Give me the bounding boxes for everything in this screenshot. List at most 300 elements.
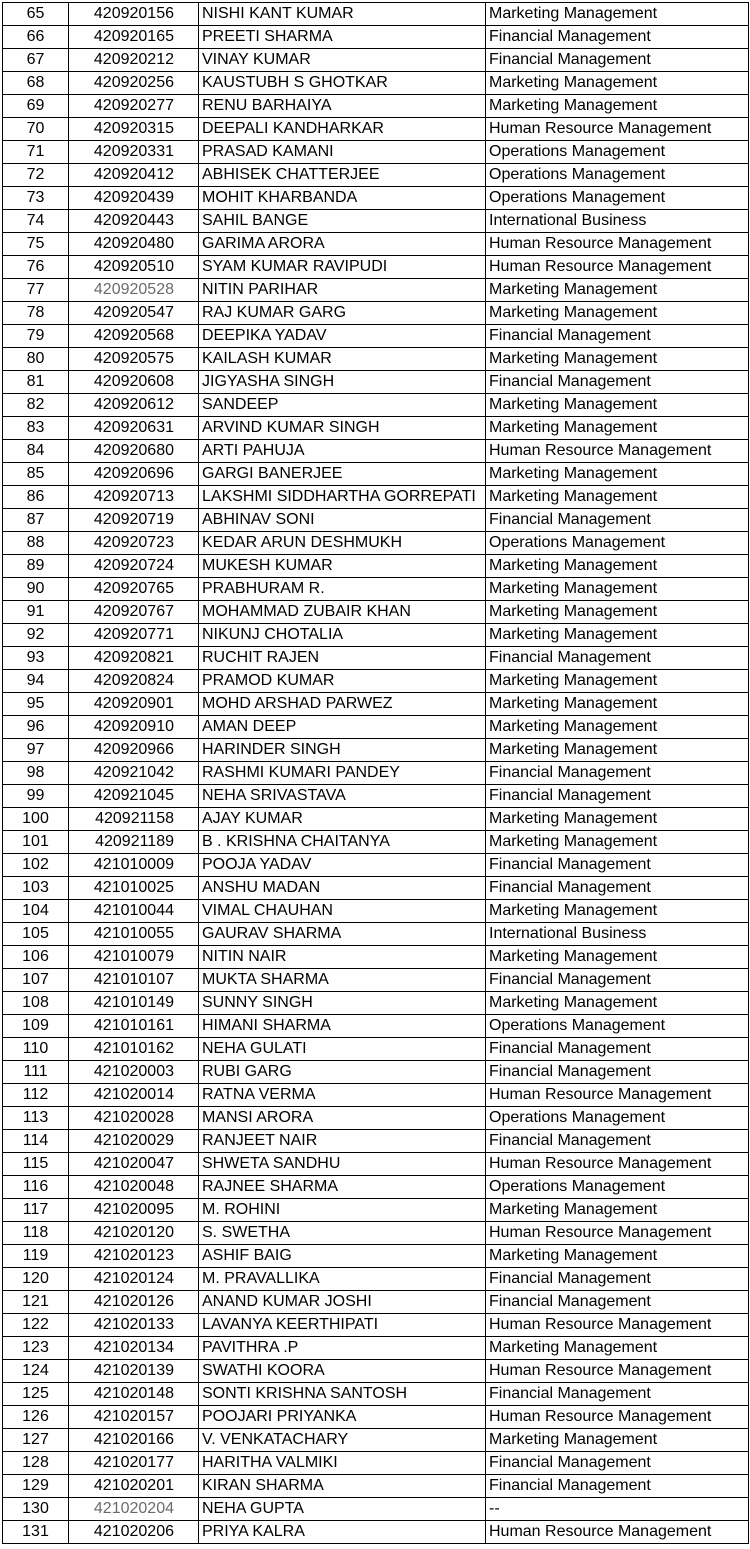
roll-number-cell: 420920331 xyxy=(69,141,199,164)
specialization-cell: Operations Management xyxy=(486,141,749,164)
specialization-cell: Marketing Management xyxy=(486,1429,749,1452)
student-name-cell: M. ROHINI xyxy=(199,1199,486,1222)
table-row xyxy=(3,325,749,348)
student-name-cell: RUBI GARG xyxy=(199,1061,486,1084)
specialization-cell: Financial Management xyxy=(486,509,749,532)
student-name-cell: VIMAL CHAUHAN xyxy=(199,900,486,923)
table-row xyxy=(3,854,749,877)
table-row xyxy=(3,1245,749,1268)
student-name-cell: KIRAN SHARMA xyxy=(199,1475,486,1498)
student-name-cell: AJAY KUMAR xyxy=(199,808,486,831)
specialization-cell: Marketing Management xyxy=(486,1245,749,1268)
table-row xyxy=(3,1038,749,1061)
specialization-cell: Marketing Management xyxy=(486,417,749,440)
student-name-cell: PAVITHRA .P xyxy=(199,1337,486,1360)
table-row xyxy=(3,1015,749,1038)
table-row xyxy=(3,532,749,555)
roll-number-cell: 420921158 xyxy=(69,808,199,831)
student-name-cell: NEHA GULATI xyxy=(199,1038,486,1061)
student-name-cell: V. VENKATACHARY xyxy=(199,1429,486,1452)
specialization-cell: Marketing Management xyxy=(486,348,749,371)
serial-number-cell: 89 xyxy=(3,555,69,578)
specialization-cell: Marketing Management xyxy=(486,95,749,118)
roll-number-cell: 420920631 xyxy=(69,417,199,440)
roll-number-cell: 421020157 xyxy=(69,1406,199,1429)
serial-number-cell: 113 xyxy=(3,1107,69,1130)
serial-number-cell: 112 xyxy=(3,1084,69,1107)
roll-number-cell: 421020133 xyxy=(69,1314,199,1337)
serial-number-cell: 73 xyxy=(3,187,69,210)
roll-number-cell: 420920767 xyxy=(69,601,199,624)
serial-number-cell: 130 xyxy=(3,1498,69,1521)
roll-number-cell: 421020014 xyxy=(69,1084,199,1107)
specialization-cell: Marketing Management xyxy=(486,394,749,417)
serial-number-cell: 115 xyxy=(3,1153,69,1176)
student-name-cell: ABHISEK CHATTERJEE xyxy=(199,164,486,187)
student-name-cell: KEDAR ARUN DESHMUKH xyxy=(199,532,486,555)
student-name-cell: GARIMA ARORA xyxy=(199,233,486,256)
roll-number-cell: 420920765 xyxy=(69,578,199,601)
student-name-cell: DEEPIKA YADAV xyxy=(199,325,486,348)
specialization-cell: Marketing Management xyxy=(486,601,749,624)
table-row xyxy=(3,1452,749,1475)
specialization-cell: Human Resource Management xyxy=(486,1084,749,1107)
table-row xyxy=(3,463,749,486)
specialization-cell: Financial Management xyxy=(486,1475,749,1498)
student-name-cell: RAJNEE SHARMA xyxy=(199,1176,486,1199)
serial-number-cell: 79 xyxy=(3,325,69,348)
specialization-cell: -- xyxy=(486,1498,749,1521)
roll-number-cell: 420920443 xyxy=(69,210,199,233)
specialization-cell: Financial Management xyxy=(486,325,749,348)
student-name-cell: DEEPALI KANDHARKAR xyxy=(199,118,486,141)
serial-number-cell: 131 xyxy=(3,1521,69,1544)
table-row xyxy=(3,302,749,325)
specialization-cell: Financial Management xyxy=(486,854,749,877)
specialization-cell: Financial Management xyxy=(486,762,749,785)
serial-number-cell: 94 xyxy=(3,670,69,693)
student-name-cell: SYAM KUMAR RAVIPUDI xyxy=(199,256,486,279)
serial-number-cell: 103 xyxy=(3,877,69,900)
table-row xyxy=(3,95,749,118)
roll-number-cell: 420920713 xyxy=(69,486,199,509)
student-name-cell: SONTI KRISHNA SANTOSH xyxy=(199,1383,486,1406)
student-name-cell: ABHINAV SONI xyxy=(199,509,486,532)
serial-number-cell: 92 xyxy=(3,624,69,647)
roll-number-cell: 421010079 xyxy=(69,946,199,969)
roll-number-cell: 421020166 xyxy=(69,1429,199,1452)
roll-number-cell: 420920821 xyxy=(69,647,199,670)
serial-number-cell: 127 xyxy=(3,1429,69,1452)
serial-number-cell: 123 xyxy=(3,1337,69,1360)
specialization-cell: Human Resource Management xyxy=(486,1153,749,1176)
roll-number-cell: 421010149 xyxy=(69,992,199,1015)
table-row xyxy=(3,509,749,532)
table-row xyxy=(3,187,749,210)
specialization-cell: Human Resource Management xyxy=(486,1360,749,1383)
roll-number-cell: 420920528 xyxy=(69,279,199,302)
table-row xyxy=(3,1291,749,1314)
specialization-cell: Human Resource Management xyxy=(486,1222,749,1245)
roll-number-cell: 420921189 xyxy=(69,831,199,854)
serial-number-cell: 126 xyxy=(3,1406,69,1429)
roll-number-cell: 420920608 xyxy=(69,371,199,394)
serial-number-cell: 93 xyxy=(3,647,69,670)
serial-number-cell: 65 xyxy=(3,3,69,26)
student-name-cell: NEHA GUPTA xyxy=(199,1498,486,1521)
roll-number-cell: 420920575 xyxy=(69,348,199,371)
student-name-cell: RANJEET NAIR xyxy=(199,1130,486,1153)
specialization-cell: Marketing Management xyxy=(486,624,749,647)
table-row xyxy=(3,210,749,233)
serial-number-cell: 128 xyxy=(3,1452,69,1475)
serial-number-cell: 114 xyxy=(3,1130,69,1153)
serial-number-cell: 110 xyxy=(3,1038,69,1061)
table-row xyxy=(3,831,749,854)
table-row xyxy=(3,1360,749,1383)
table-row xyxy=(3,486,749,509)
specialization-cell: International Business xyxy=(486,210,749,233)
table-row xyxy=(3,1222,749,1245)
serial-number-cell: 86 xyxy=(3,486,69,509)
serial-number-cell: 88 xyxy=(3,532,69,555)
table-row xyxy=(3,1084,749,1107)
serial-number-cell: 121 xyxy=(3,1291,69,1314)
specialization-cell: Operations Management xyxy=(486,164,749,187)
roll-number-cell: 420920547 xyxy=(69,302,199,325)
roll-number-cell: 420920156 xyxy=(69,3,199,26)
table-row xyxy=(3,394,749,417)
specialization-cell: Financial Management xyxy=(486,1452,749,1475)
specialization-cell: Marketing Management xyxy=(486,992,749,1015)
table-row xyxy=(3,1429,749,1452)
student-name-cell: PRIYA KALRA xyxy=(199,1521,486,1544)
serial-number-cell: 108 xyxy=(3,992,69,1015)
table-row xyxy=(3,26,749,49)
roll-number-cell: 421020204 xyxy=(69,1498,199,1521)
specialization-cell: Marketing Management xyxy=(486,739,749,762)
specialization-cell: Operations Management xyxy=(486,1015,749,1038)
specialization-cell: Marketing Management xyxy=(486,555,749,578)
student-name-cell: LAVANYA KEERTHIPATI xyxy=(199,1314,486,1337)
specialization-cell: Operations Management xyxy=(486,187,749,210)
table-row xyxy=(3,1475,749,1498)
table-row xyxy=(3,417,749,440)
student-name-cell: ARTI PAHUJA xyxy=(199,440,486,463)
student-name-cell: MOHAMMAD ZUBAIR KHAN xyxy=(199,601,486,624)
student-name-cell: NIKUNJ CHOTALIA xyxy=(199,624,486,647)
specialization-cell: Marketing Management xyxy=(486,1199,749,1222)
specialization-cell: Financial Management xyxy=(486,371,749,394)
roll-number-cell: 421020123 xyxy=(69,1245,199,1268)
student-name-cell: M. PRAVALLIKA xyxy=(199,1268,486,1291)
serial-number-cell: 77 xyxy=(3,279,69,302)
roll-number-cell: 421020028 xyxy=(69,1107,199,1130)
table-row xyxy=(3,1406,749,1429)
table-row xyxy=(3,1130,749,1153)
serial-number-cell: 116 xyxy=(3,1176,69,1199)
student-name-cell: VINAY KUMAR xyxy=(199,49,486,72)
student-name-cell: MOHD ARSHAD PARWEZ xyxy=(199,693,486,716)
table-row xyxy=(3,3,749,26)
student-name-cell: AMAN DEEP xyxy=(199,716,486,739)
specialization-cell: Financial Management xyxy=(486,877,749,900)
roll-number-cell: 420920315 xyxy=(69,118,199,141)
student-name-cell: NISHI KANT KUMAR xyxy=(199,3,486,26)
roll-number-cell: 421010107 xyxy=(69,969,199,992)
serial-number-cell: 98 xyxy=(3,762,69,785)
specialization-cell: Financial Management xyxy=(486,969,749,992)
table-row xyxy=(3,1337,749,1360)
table-row xyxy=(3,900,749,923)
table-row xyxy=(3,1107,749,1130)
specialization-cell: Human Resource Management xyxy=(486,440,749,463)
roll-number-cell: 420920824 xyxy=(69,670,199,693)
student-name-cell: MUKESH KUMAR xyxy=(199,555,486,578)
student-name-cell: RUCHIT RAJEN xyxy=(199,647,486,670)
serial-number-cell: 67 xyxy=(3,49,69,72)
table-row xyxy=(3,670,749,693)
roll-number-cell: 421020124 xyxy=(69,1268,199,1291)
roll-number-cell: 420920439 xyxy=(69,187,199,210)
roll-number-cell: 421020139 xyxy=(69,1360,199,1383)
specialization-cell: Human Resource Management xyxy=(486,1406,749,1429)
table-row xyxy=(3,164,749,187)
student-name-cell: RATNA VERMA xyxy=(199,1084,486,1107)
serial-number-cell: 87 xyxy=(3,509,69,532)
serial-number-cell: 83 xyxy=(3,417,69,440)
roll-number-cell: 420920696 xyxy=(69,463,199,486)
table-row xyxy=(3,141,749,164)
serial-number-cell: 76 xyxy=(3,256,69,279)
roll-number-cell: 421010009 xyxy=(69,854,199,877)
specialization-cell: Marketing Management xyxy=(486,279,749,302)
table-row xyxy=(3,923,749,946)
student-name-cell: POOJA YADAV xyxy=(199,854,486,877)
serial-number-cell: 75 xyxy=(3,233,69,256)
serial-number-cell: 119 xyxy=(3,1245,69,1268)
serial-number-cell: 105 xyxy=(3,923,69,946)
specialization-cell: Human Resource Management xyxy=(486,233,749,256)
student-name-cell: LAKSHMI SIDDHARTHA GORREPATI xyxy=(199,486,486,509)
table-row xyxy=(3,1498,749,1521)
specialization-cell: International Business xyxy=(486,923,749,946)
specialization-cell: Financial Management xyxy=(486,1130,749,1153)
roll-number-cell: 421020148 xyxy=(69,1383,199,1406)
student-name-cell: PREETI SHARMA xyxy=(199,26,486,49)
specialization-cell: Marketing Management xyxy=(486,808,749,831)
serial-number-cell: 74 xyxy=(3,210,69,233)
specialization-cell: Marketing Management xyxy=(486,302,749,325)
serial-number-cell: 85 xyxy=(3,463,69,486)
specialization-cell: Marketing Management xyxy=(486,3,749,26)
serial-number-cell: 106 xyxy=(3,946,69,969)
table-row xyxy=(3,440,749,463)
roll-number-cell: 421010162 xyxy=(69,1038,199,1061)
roll-number-cell: 420920165 xyxy=(69,26,199,49)
student-name-cell: RASHMI KUMARI PANDEY xyxy=(199,762,486,785)
serial-number-cell: 72 xyxy=(3,164,69,187)
serial-number-cell: 111 xyxy=(3,1061,69,1084)
specialization-cell: Marketing Management xyxy=(486,578,749,601)
student-name-cell: PRASAD KAMANI xyxy=(199,141,486,164)
student-name-cell: ANAND KUMAR JOSHI xyxy=(199,1291,486,1314)
table-body xyxy=(3,3,749,1544)
specialization-cell: Financial Management xyxy=(486,1061,749,1084)
roll-number-cell: 420921042 xyxy=(69,762,199,785)
serial-number-cell: 70 xyxy=(3,118,69,141)
roll-number-cell: 421020177 xyxy=(69,1452,199,1475)
roll-number-cell: 420920277 xyxy=(69,95,199,118)
table-row xyxy=(3,969,749,992)
specialization-cell: Financial Management xyxy=(486,1038,749,1061)
specialization-cell: Financial Management xyxy=(486,1268,749,1291)
specialization-cell: Marketing Management xyxy=(486,72,749,95)
roll-number-cell: 420920412 xyxy=(69,164,199,187)
roll-number-cell: 420920910 xyxy=(69,716,199,739)
specialization-cell: Human Resource Management xyxy=(486,256,749,279)
table-row xyxy=(3,578,749,601)
table-row xyxy=(3,1199,749,1222)
roll-number-cell: 420920480 xyxy=(69,233,199,256)
table-row xyxy=(3,256,749,279)
table-row xyxy=(3,233,749,256)
serial-number-cell: 96 xyxy=(3,716,69,739)
serial-number-cell: 80 xyxy=(3,348,69,371)
serial-number-cell: 68 xyxy=(3,72,69,95)
serial-number-cell: 100 xyxy=(3,808,69,831)
table-row xyxy=(3,1268,749,1291)
serial-number-cell: 101 xyxy=(3,831,69,854)
specialization-cell: Financial Management xyxy=(486,647,749,670)
student-name-cell: SHWETA SANDHU xyxy=(199,1153,486,1176)
serial-number-cell: 124 xyxy=(3,1360,69,1383)
table-row xyxy=(3,348,749,371)
specialization-cell: Marketing Management xyxy=(486,946,749,969)
specialization-cell: Financial Management xyxy=(486,26,749,49)
roll-number-cell: 420920771 xyxy=(69,624,199,647)
student-name-cell: RENU BARHAIYA xyxy=(199,95,486,118)
specialization-cell: Human Resource Management xyxy=(486,118,749,141)
specialization-cell: Marketing Management xyxy=(486,486,749,509)
student-name-cell: RAJ KUMAR GARG xyxy=(199,302,486,325)
roll-number-cell: 421020029 xyxy=(69,1130,199,1153)
roll-number-cell: 420920256 xyxy=(69,72,199,95)
serial-number-cell: 91 xyxy=(3,601,69,624)
student-name-cell: POOJARI PRIYANKA xyxy=(199,1406,486,1429)
roll-number-cell: 421020048 xyxy=(69,1176,199,1199)
serial-number-cell: 84 xyxy=(3,440,69,463)
student-name-cell: MANSI ARORA xyxy=(199,1107,486,1130)
serial-number-cell: 120 xyxy=(3,1268,69,1291)
roll-number-cell: 421010161 xyxy=(69,1015,199,1038)
table-row xyxy=(3,716,749,739)
specialization-cell: Marketing Management xyxy=(486,900,749,923)
specialization-cell: Financial Management xyxy=(486,49,749,72)
serial-number-cell: 107 xyxy=(3,969,69,992)
student-name-cell: NITIN NAIR xyxy=(199,946,486,969)
table-row xyxy=(3,739,749,762)
roll-number-cell: 421020047 xyxy=(69,1153,199,1176)
student-name-cell: HARINDER SINGH xyxy=(199,739,486,762)
serial-number-cell: 95 xyxy=(3,693,69,716)
roll-number-cell: 420920568 xyxy=(69,325,199,348)
table-row xyxy=(3,647,749,670)
serial-number-cell: 125 xyxy=(3,1383,69,1406)
table-row xyxy=(3,1061,749,1084)
table-row xyxy=(3,371,749,394)
roll-number-cell: 421010044 xyxy=(69,900,199,923)
table-row xyxy=(3,72,749,95)
specialization-cell: Marketing Management xyxy=(486,1337,749,1360)
table-row xyxy=(3,785,749,808)
table-row xyxy=(3,1153,749,1176)
table-row xyxy=(3,624,749,647)
student-name-cell: S. SWETHA xyxy=(199,1222,486,1245)
serial-number-cell: 102 xyxy=(3,854,69,877)
roll-number-cell: 420920723 xyxy=(69,532,199,555)
roll-number-cell: 420920612 xyxy=(69,394,199,417)
roll-number-cell: 421010025 xyxy=(69,877,199,900)
student-name-cell: JIGYASHA SINGH xyxy=(199,371,486,394)
serial-number-cell: 117 xyxy=(3,1199,69,1222)
specialization-cell: Marketing Management xyxy=(486,670,749,693)
student-name-cell: MOHIT KHARBANDA xyxy=(199,187,486,210)
student-name-cell: MUKTA SHARMA xyxy=(199,969,486,992)
roll-number-cell: 420920724 xyxy=(69,555,199,578)
table-row xyxy=(3,1383,749,1406)
student-name-cell: SUNNY SINGH xyxy=(199,992,486,1015)
student-name-cell: PRAMOD KUMAR xyxy=(199,670,486,693)
roll-number-cell: 421020201 xyxy=(69,1475,199,1498)
serial-number-cell: 82 xyxy=(3,394,69,417)
specialization-cell: Human Resource Management xyxy=(486,1521,749,1544)
roll-number-cell: 421020126 xyxy=(69,1291,199,1314)
student-specialization-table xyxy=(2,2,749,1544)
table-row xyxy=(3,946,749,969)
roll-number-cell: 420920680 xyxy=(69,440,199,463)
roll-number-cell: 420921045 xyxy=(69,785,199,808)
serial-number-cell: 90 xyxy=(3,578,69,601)
roll-number-cell: 420920901 xyxy=(69,693,199,716)
serial-number-cell: 78 xyxy=(3,302,69,325)
student-name-cell: NITIN PARIHAR xyxy=(199,279,486,302)
specialization-cell: Operations Management xyxy=(486,532,749,555)
roll-number-cell: 420920719 xyxy=(69,509,199,532)
serial-number-cell: 99 xyxy=(3,785,69,808)
table-row xyxy=(3,1176,749,1199)
student-name-cell: SANDEEP xyxy=(199,394,486,417)
roll-number-cell: 420920966 xyxy=(69,739,199,762)
roll-number-cell: 421020120 xyxy=(69,1222,199,1245)
student-name-cell: ASHIF BAIG xyxy=(199,1245,486,1268)
table-row xyxy=(3,279,749,302)
student-name-cell: SAHIL BANGE xyxy=(199,210,486,233)
table-row xyxy=(3,1314,749,1337)
roll-number-cell: 421020095 xyxy=(69,1199,199,1222)
serial-number-cell: 71 xyxy=(3,141,69,164)
table-row xyxy=(3,601,749,624)
table-row xyxy=(3,555,749,578)
serial-number-cell: 97 xyxy=(3,739,69,762)
student-name-cell: B . KRISHNA CHAITANYA xyxy=(199,831,486,854)
student-name-cell: HIMANI SHARMA xyxy=(199,1015,486,1038)
serial-number-cell: 81 xyxy=(3,371,69,394)
student-name-cell: GAURAV SHARMA xyxy=(199,923,486,946)
specialization-cell: Financial Management xyxy=(486,1291,749,1314)
specialization-cell: Operations Management xyxy=(486,1176,749,1199)
serial-number-cell: 122 xyxy=(3,1314,69,1337)
